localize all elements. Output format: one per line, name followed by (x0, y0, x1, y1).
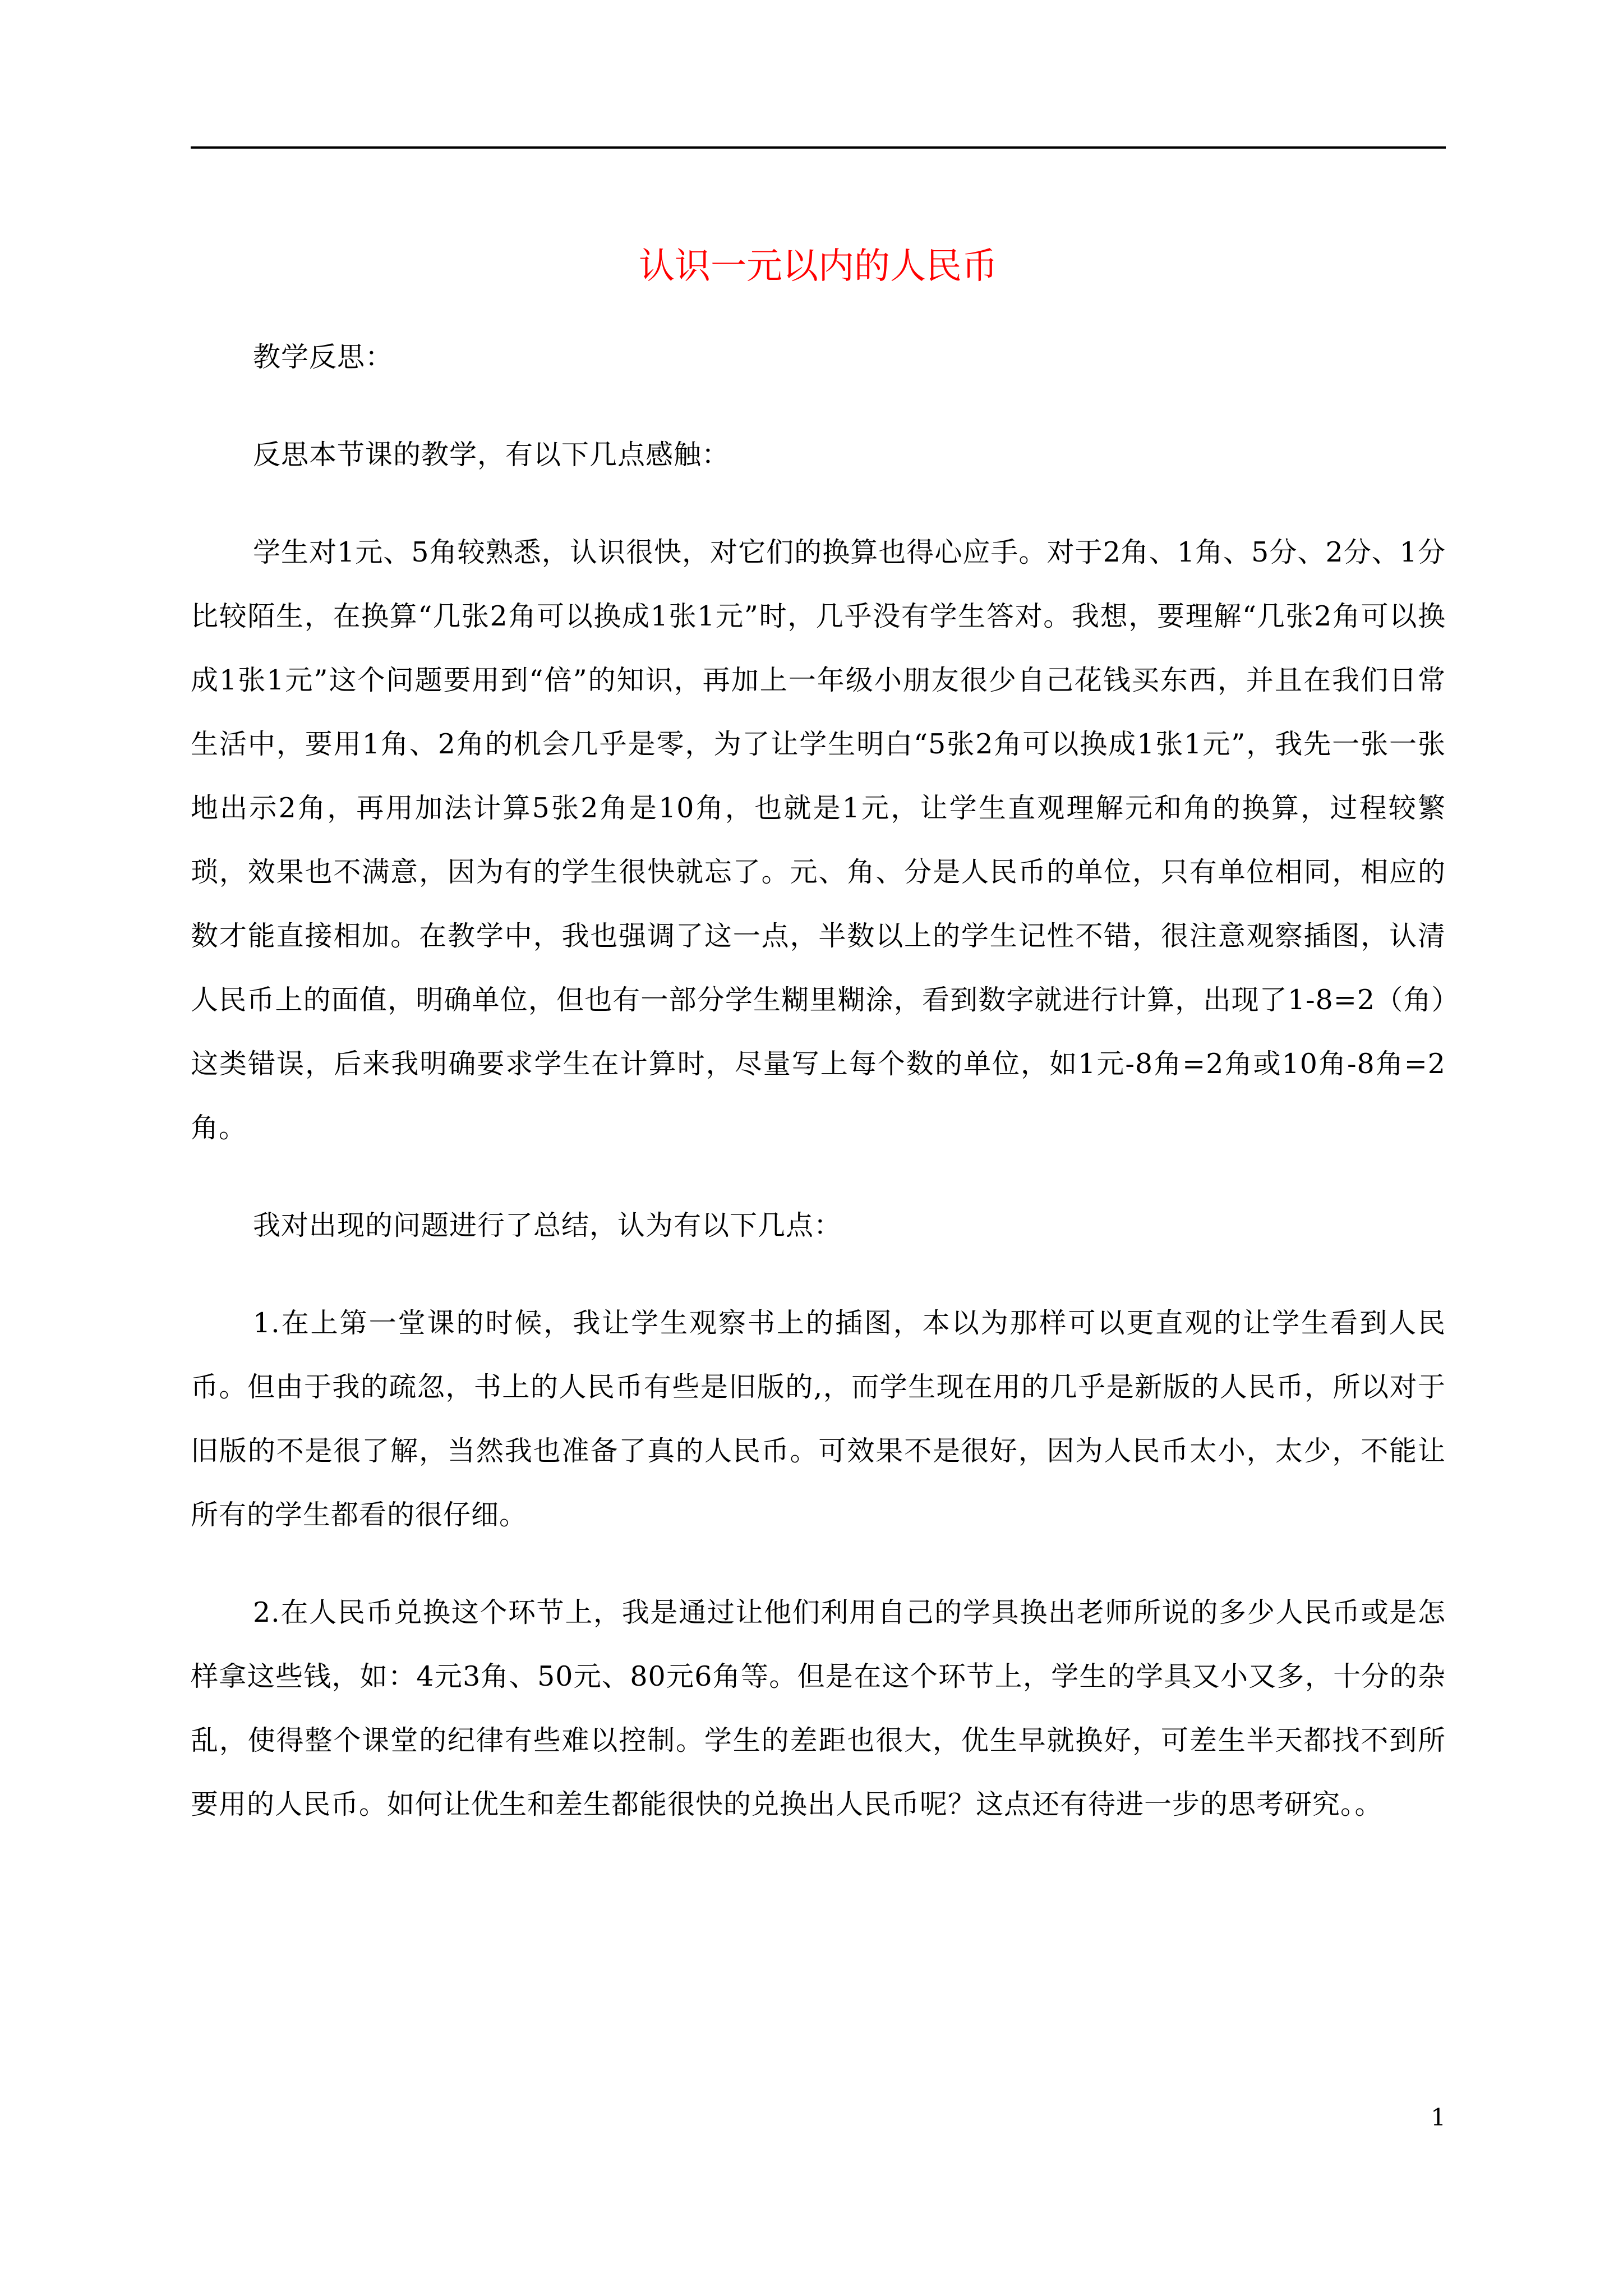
header-rule (191, 146, 1446, 149)
paragraph-reflection-heading: 教学反思： (253, 341, 394, 373)
paragraph-summary-heading: 我对出现的问题进行了总结，认为有以下几点： (253, 1209, 842, 1241)
paragraph-intro: 反思本节课的教学，有以下几点感触： (253, 439, 730, 471)
paragraph-main-reflection: 学生对1元、5角较熟悉，认识很快，对它们的换算也得心应手。对于2角、1角、5分、2分、1分比较陌生，在换算“几张2角可以换成1张1元”时，几乎没有学生答对。我想，要理解“几张2角可以换成1张1元”这个问题要用到“倍”的知识，再加上一年级小朋友很少自己花钱买东西，并且在我们日常生活中，要用1角、2角的机会几乎是零，为了让学生明白“5张2角可以换成1张1元”，我先一张一张地出示2角，再用加法计算5张2角是10角，也就是1元，让学生直观理解元和角的换算，过程较繁琐，效果也不满意，因为有的学生很快就忘了。元、角、分是人民币的单位，只有单位相同，相应的数才能直接相加。在教学中，我也强调了这一点，半数以上的学生记性不错，很注意观察插图，认清人民币上的面值，明确单位，但也有一部分学生糊里糊涂，看到数字就进行计算，出现了1-8=2（角）这类错误，后来我明确要求学生在计算时，尽量写上每个数的单位，如1元-8角=2角或10角-8角=2角。 (191, 536, 1446, 1144)
document-body (191, 325, 1446, 1870)
paragraph-point-1: 1.在上第一堂课的时候，我让学生观察书上的插图，本以为那样可以更直观的让学生看到人民币。但由于我的疏忽，书上的人民币有些是旧版的,，而学生现在用的几乎是新版的人民币，所以对于旧版的不是很了解，当然我也准备了真的人民币。可效果不是很好，因为人民币太小，太少，不能让所有的学生都看的很仔细。 (191, 1307, 1446, 1531)
paragraph-point-2: 2.在人民币兑换这个环节上，我是通过让他们利用自己的学具换出老师所说的多少人民币或是怎样拿这些钱，如：4元3角、50元、80元6角等。但是在这个环节上，学生的学具又小又多，十分的杂乱，使得整个课堂的纪律有些难以控制。学生的差距也很大，优生早就换好，可差生半天都找不到所要用的人民币。如何让优生和差生都能很快的兑换出人民币呢？这点还有待进一步的思考研究。。 (191, 1596, 1446, 1820)
document-title: 认识一元以内的人民币 (639, 246, 998, 287)
page-number: 1 (1431, 2104, 1446, 2131)
